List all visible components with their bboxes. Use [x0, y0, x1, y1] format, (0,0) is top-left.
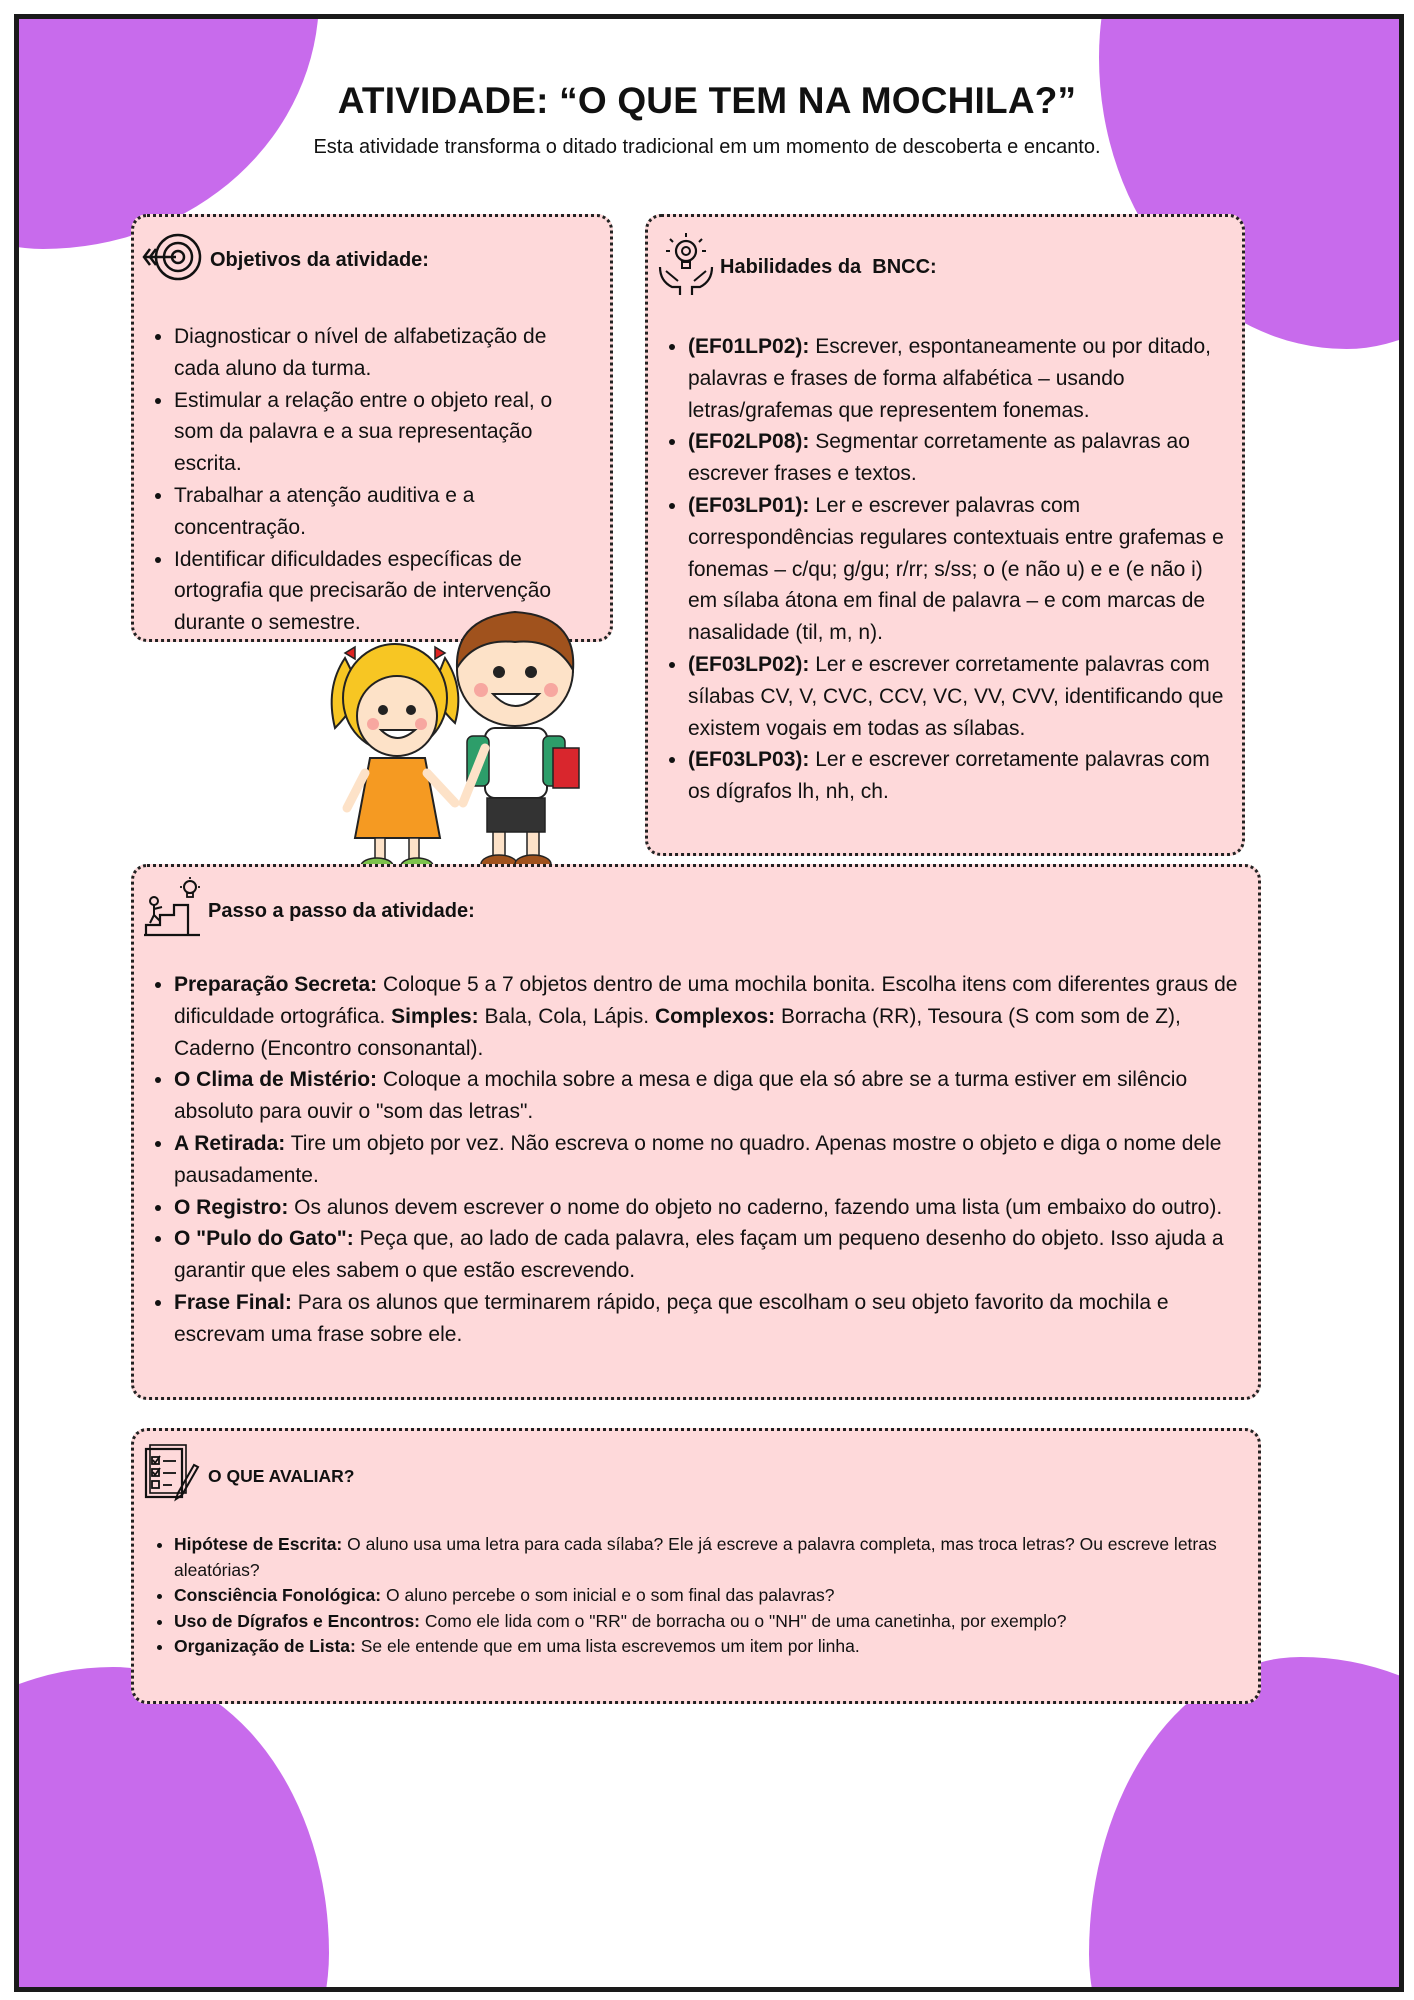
step-text: Coloque a mochila sobre a mesa e diga que ela só abre se a turma estiver em silêncio absoluto para ouvir o "som das letras".	[174, 1068, 1188, 1124]
criterion-label: Consciência Fonológica:	[174, 1585, 382, 1605]
passo-heading-text: Passo a passo da atividade:	[208, 899, 475, 922]
objetivos-box	[131, 214, 613, 642]
criterion-label: Uso de Dígrafos e Encontros:	[174, 1610, 421, 1631]
step-text: Para os alunos que terminarem rápido, peça que escolham o seu objeto favorito da mochila e escrevam uma frase sobre ele.	[174, 1290, 1169, 1346]
list-item	[174, 1223, 1242, 1287]
list-item	[688, 490, 1234, 649]
passo-heading	[142, 877, 1242, 945]
skill-text: Ler e escrever corretamente palavras com sílabas CV, V, CVC, CCV, VC, VV, CVV, identificando que existem vogais em todas as sílabas.	[688, 652, 1224, 740]
list-item	[174, 1287, 1242, 1351]
list-item: • Trabalhar a atenção auditiva e a concentração.	[174, 480, 594, 544]
criterion-label: Hipótese de Escrita:	[174, 1534, 343, 1554]
step-text: Bala, Cola, Lápis.	[478, 1004, 655, 1028]
skill-code: (EF03LP02):	[688, 652, 810, 676]
step-text: Coloque 5 a 7 objetos dentro de uma mochila bonita. Escolha itens com diferentes graus de dificuldade ortográfica.	[174, 973, 1238, 1028]
bncc-heading-text: Habilidades da BNCC:	[720, 255, 937, 278]
list-item	[688, 426, 1234, 490]
step-label: O "Pulo do Gato":	[174, 1227, 354, 1251]
list-item	[688, 331, 1234, 426]
checklist-icon	[142, 1443, 202, 1510]
criterion-text: O aluno usa uma letra para cada sílaba? Ele já escreve a palavra completa, mas troca letras? Ou escreve letras aleatórias?	[174, 1534, 1217, 1580]
step-label: A Retirada:	[174, 1131, 286, 1155]
list-item	[688, 649, 1234, 744]
list-item	[174, 1532, 1242, 1583]
list-item: • Estimular a relação entre o objeto real, o som da palavra e a sua representação escrita.	[174, 385, 594, 480]
step-label: Frase Final:	[174, 1290, 292, 1314]
criterion-text: Como ele lida com o "RR" de borracha ou o "NH" de uma canetinha, por exemplo?	[420, 1610, 1067, 1631]
list-item	[174, 1609, 1242, 1635]
objetivos-heading-text: Objetivos da atividade:	[210, 248, 429, 271]
boy-figure	[457, 612, 579, 873]
skill-text: Ler e escrever palavras com correspondências regulares contextuais entre grafemas e fonemas – c/qu; g/gu; r/rr; s/ss; o (e não u) e e (e não i) em sílaba átona em final de palavra – e com marcas de nasalidade (til, m, n).	[688, 493, 1224, 645]
skill-code: (EF01LP02):	[688, 335, 810, 358]
objetivos-list	[142, 321, 594, 639]
step-label: O Registro:	[174, 1195, 289, 1219]
passo-list	[142, 969, 1242, 1351]
criterion-label: Organização de Lista:	[174, 1636, 356, 1656]
step-label: Simples:	[391, 1004, 479, 1028]
list-item	[174, 1583, 1242, 1609]
list-item	[174, 969, 1242, 1064]
bncc-box	[645, 214, 1245, 856]
list-item: • Diagnosticar o nível de alfabetização de cada aluno da turma.	[174, 321, 594, 385]
girl-figure	[332, 644, 459, 874]
step-text: Peça que, ao lado de cada palavra, eles façam um pequeno desenho do objeto. Isso ajuda a garantir que eles sabem o que estão escrevendo.	[174, 1227, 1224, 1283]
step-label: O Clima de Mistério:	[174, 1068, 378, 1092]
step-text: Borracha (RR), Tesoura (S com som de Z), Caderno (Encontro consonantal).	[174, 1004, 1181, 1060]
bncc-list	[656, 331, 1234, 808]
target-icon	[142, 231, 202, 289]
criterion-text: O aluno percebe o som inicial e o som final das palavras?	[381, 1585, 835, 1605]
objetivos-heading	[142, 231, 594, 289]
skill-text: Escrever, espontaneamente ou por ditado, palavras e frases de forma alfabética – usando letras/grafemas que representem fonemas.	[688, 335, 1211, 422]
avaliar-heading	[142, 1443, 1242, 1510]
skill-code: (EF02LP08):	[688, 430, 810, 454]
skill-text: Ler e escrever corretamente palavras com os dígrafos lh, nh, ch.	[688, 748, 1210, 804]
avaliar-list	[142, 1532, 1242, 1660]
list-item	[174, 1634, 1242, 1660]
skill-text: Segmentar corretamente as palavras ao escrever frases e textos.	[688, 430, 1190, 486]
list-item	[174, 1128, 1242, 1192]
skill-code: (EF03LP01):	[688, 493, 810, 517]
kids-illustration	[315, 598, 615, 888]
page-title: ATIVIDADE: “O QUE TEM NA MOCHILA?”	[337, 80, 1077, 121]
avaliar-box	[131, 1428, 1261, 1704]
bncc-heading	[656, 231, 1234, 303]
step-text: Tire um objeto por vez. Não escreva o nome no quadro. Apenas mostre o objeto e diga o nome dele pausadamente.	[174, 1131, 1222, 1187]
list-item	[174, 1064, 1242, 1128]
list-item	[174, 1192, 1242, 1224]
list-item: • Identificar dificuldades específicas de ortografia que precisarão de intervenção durante o semestre.	[174, 544, 594, 639]
step-label: Complexos:	[654, 1004, 776, 1028]
page-subtitle: Esta atividade transforma o ditado tradicional em um momento de descoberta e encanto.	[313, 136, 1101, 158]
criterion-text: Se ele entende que em uma lista escrevemos um item por linha.	[355, 1636, 860, 1656]
hands-lightbulb-icon	[656, 231, 716, 303]
step-text: Os alunos devem escrever o nome do objeto no caderno, fazendo uma lista (um embaixo do outro).	[288, 1195, 1223, 1219]
step-label: Preparação Secreta:	[174, 973, 378, 996]
avaliar-heading-text: O QUE AVALIAR?	[208, 1466, 355, 1486]
stairs-lightbulb-icon	[142, 877, 204, 945]
skill-code: (EF03LP03):	[688, 748, 810, 772]
list-item	[688, 744, 1234, 808]
passo-box	[131, 864, 1261, 1400]
